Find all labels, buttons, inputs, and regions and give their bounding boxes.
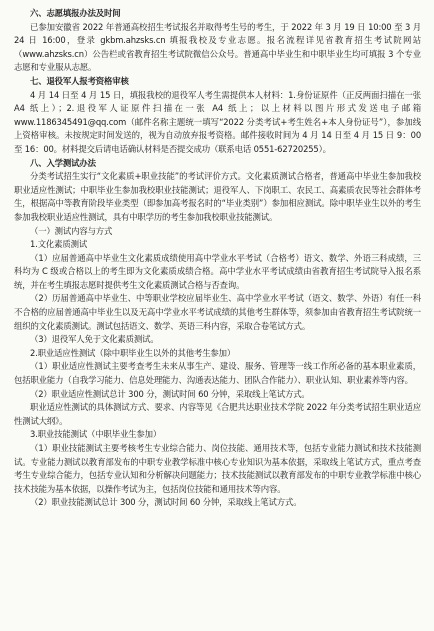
paragraph-skill-2: （2）职业技能测试总计 300 分，测试时间 60 分钟，采取线上笔试方式。	[30, 497, 302, 508]
paragraph-aptitude-3: 职业适应性测试的具体测试方式、要求、内容等见《合肥共达职业技术学院 2022 年分类考试招生职业适应性测试大纲》。	[14, 402, 421, 426]
paragraph-veteran: 4 月 14 日至 4 月 15 日，填报我校的退役军人考生需提供本人材料：1.身份证原件（正反两面扫描在一张 A4 纸上）；2.退役军人证原件扫描在一张 A4 纸上；以上材料以图片形式发送电子邮箱 www.1186345491@qq.com（邮件名称主题统一填写“2022 分类考试+考生姓名+本人身份证号”），参加线上资格审核。未按规定时间发送的，视为自动放弃报考资格。邮件接收时间为 4 月 14 日至 4 月 15 日 9：00 至 16：00。材料提交后请电话确认材料是否提交成功（联系电话 0551-62720255）。	[14, 89, 421, 154]
paragraph-test-intro: 分类考试招生实行“文化素质+职业技能”的考试评价方式。文化素质测试合格者，普通高中毕业生参加我校职业适应性测试；中职毕业生参加我校职业技能测试；退役军人、下岗职工、农民工、高素质农民等社会群体考生，根据高中等教育阶段毕业类型（即参加高考报名时的“毕业类别”）参加相应测试。除中职毕业生以外的考生参加我校职业适应性测试，具有中职学历的考生参加我校职业技能测试。	[14, 171, 421, 222]
paragraph-volunteer: 已参加安徽省 2022 年普通高校招生考试报名并取得考生号的考生，于 2022 年 3 月 19 日 10:00 至 3 月 24 日 16:00，登录 gkbm.ahzsks.cn 填报我校及专业志愿。报名流程详见省教育招生考试院网站（www.ahzsks.cn）公告栏或省教育招生考试院微信公众号。普通高中毕业生和中职毕业生均可填报 3 个专业志愿和专业服从志愿。	[14, 21, 421, 73]
paragraph-aptitude-2: （2）职业适应性测试总计 300 分，测试时间 60 分钟，采取线上笔试方式。	[30, 388, 310, 399]
subheading-skill: 3.职业技能测试（中职毕业生参加）	[30, 429, 162, 440]
paragraph-culture-2: （2）历届普通高中毕业生、中等职业学校应届毕业生、高中学业水平考试（语文、数学、外语）有任一科不合格的应届普通高中毕业生以及无高中学业水平考试成绩的其他考生群体等，须参加由省教育招生考试院统一组织的文化素质测试。测试包括语文、数学、英语三科内容，采取合卷笔试方式。	[14, 293, 421, 331]
section-heading-volunteer: 六、志愿填报办法及时间	[30, 8, 121, 18]
paragraph-culture-1: （1）应届普通高中毕业生文化素质成绩使用高中学业水平考试（合格考）语文、数学、外语三科成绩，三科均为 C 级或合格以上的考生即为文化素质成绩合格。高中学业水平考试成绩由省教育招生考试院导入报名系统，并在考生填报志愿时提供考生文化素质测试合格与否查询。	[14, 252, 421, 290]
subheading-aptitude: 2.职业适应性测试（除中职毕业生以外的其他考生参加）	[30, 347, 236, 358]
section-heading-test: 八、入学测试办法	[30, 157, 96, 168]
subheading-content: （一）测试内容与方式	[30, 225, 113, 236]
paragraph-aptitude-1: （1）职业适应性测试主要考查考生未来从事生产、建设、服务、管理等一线工作所必备的基本职业素质，包括职业能力（自我学习能力、信息处理能力、沟通表达能力、团队合作能力）、职业认知、职业素养等内容。	[14, 361, 421, 386]
paragraph-skill-1: （1）职业技能测试主要考核考生专业综合能力、岗位技能、通用技术等，包括专业能力测试和技术技能测试。专业能力测试以教育部发布的中职专业教学标准中核心专业知识为基本依据，采取线上笔试方式，重点考查考生专业综合能力，包括专业认知和分析解决问题能力；技术技能测试以教育部发布的中职专业教学标准中核心技术技能为基本依据，以操作考试为主，包括岗位技能和通用技术等内容。	[14, 443, 421, 494]
paragraph-culture-3: （3）退役军人免于文化素质测试。	[30, 334, 159, 345]
subheading-culture: 1.文化素质测试	[30, 239, 88, 250]
section-heading-veteran: 七、退役军人报考资格审核	[30, 75, 129, 86]
